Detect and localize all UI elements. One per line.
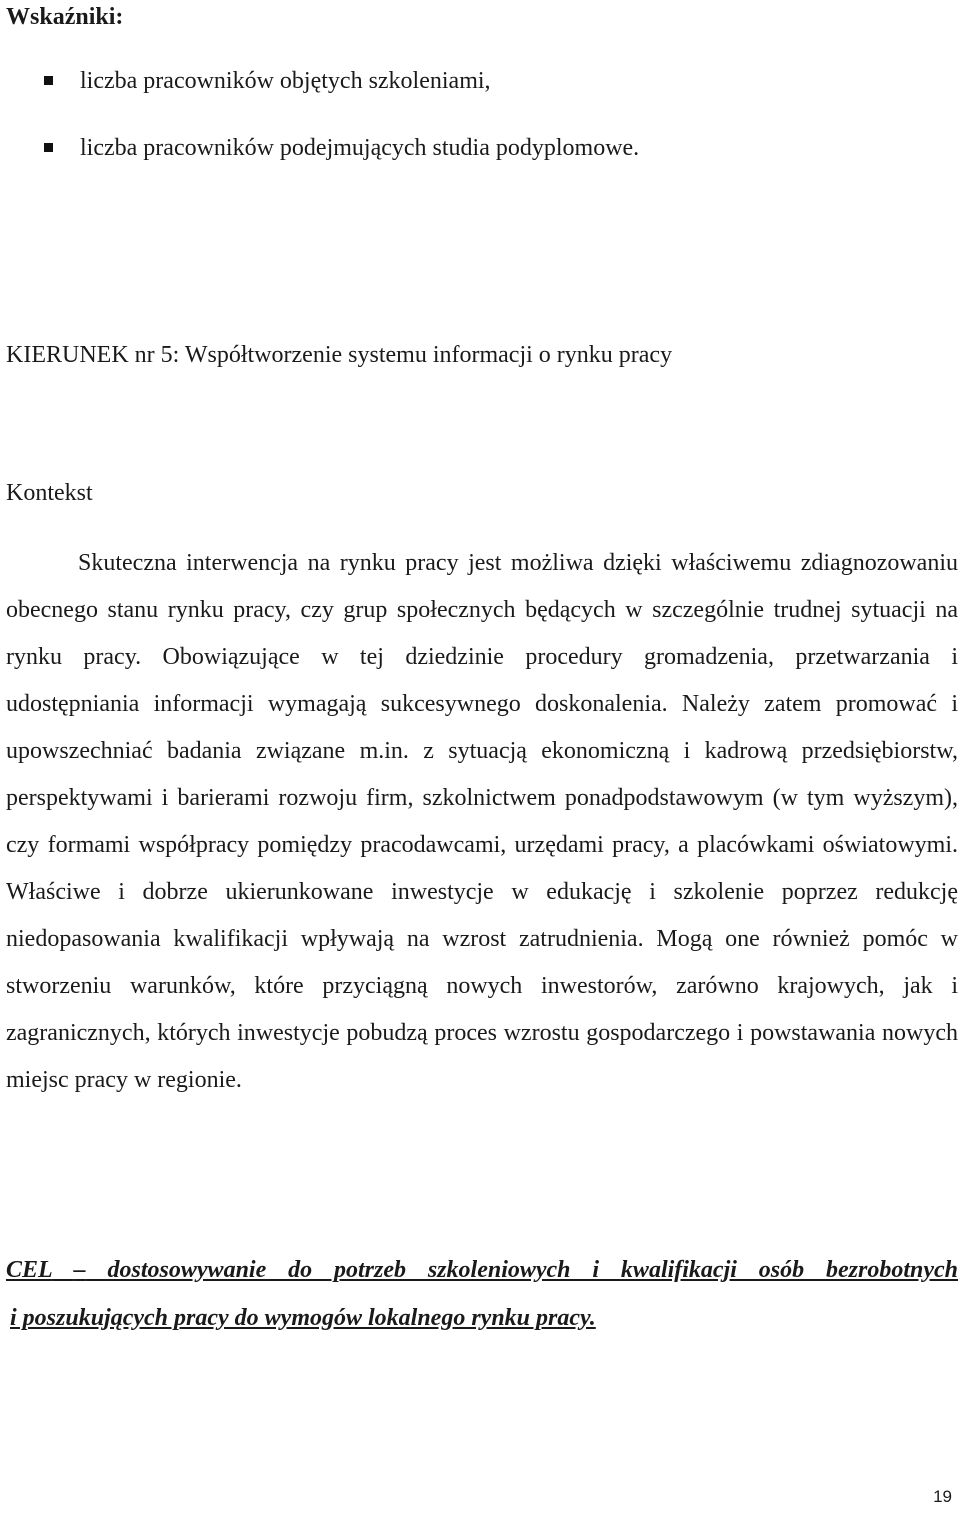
list-item-text: liczba pracowników podejmujących studia podyplomowe. bbox=[80, 135, 640, 161]
page-number: 19 bbox=[933, 1487, 952, 1506]
goal-line-1 bbox=[6, 1246, 958, 1294]
square-bullet-icon bbox=[44, 76, 53, 85]
goal-dash: – bbox=[73, 1257, 86, 1283]
context-paragraph: Skuteczna interwencja na rynku pracy jest możliwa dzięki właściwemu zdiagnozowaniu obecnego stanu rynku pracy, czy grup społecznych będących w szczególnie trudnej sytuacji na rynku pracy. Obowiązujące w tej dziedzinie procedury gromadzenia, przetwarzania i udostępniania informacji wymagają sukcesywnego doskonalenia. Należy zatem promować i upowszechniać badania związane m.in. z sytuacją ekonomiczną i kadrową przedsiębiorstw, perspektywami i barierami rozwoju firm, szkolnictwem ponadpodstawowym (w tym wyższym), czy formami współpracy pomiędzy pracodawcami, urzędami pracy, a placówkami oświatowymi. Właściwe i dobrze ukierunkowane inwestycje w edukację i szkolenie poprzez redukcję niedopasowania kwalifikacji wpływają na wzrost zatrudnienia. Mogą one również pomóc w stworzeniu warunków, które przyciągną nowych inwestorów, zarówno krajowych, jak i zagranicznych, których inwestycje pobudzą proces wzrostu gospodarczego i powstawania nowych miejsc pracy w regionie. bbox=[6, 550, 958, 1093]
goal-text-line-1: dostosowywanie do potrzeb szkoleniowych i kwalifikacji osób bezrobotnych bbox=[107, 1257, 959, 1283]
goal-text-line-2: i poszukujących pracy do wymogów lokalnego rynku pracy. bbox=[10, 1305, 596, 1331]
goal-statement bbox=[6, 1246, 958, 1342]
list-item-text: liczba pracowników objętych szkoleniami, bbox=[80, 68, 491, 94]
indicators-heading: Wskaźniki: bbox=[6, 4, 124, 30]
context-heading: Kontekst bbox=[6, 480, 93, 506]
direction-title: KIERUNEK nr 5: Współtworzenie systemu informacji o rynku pracy bbox=[6, 342, 673, 368]
square-bullet-icon bbox=[44, 143, 53, 152]
list-item bbox=[44, 133, 639, 163]
list-item bbox=[44, 66, 491, 96]
goal-label: CEL bbox=[6, 1257, 52, 1283]
